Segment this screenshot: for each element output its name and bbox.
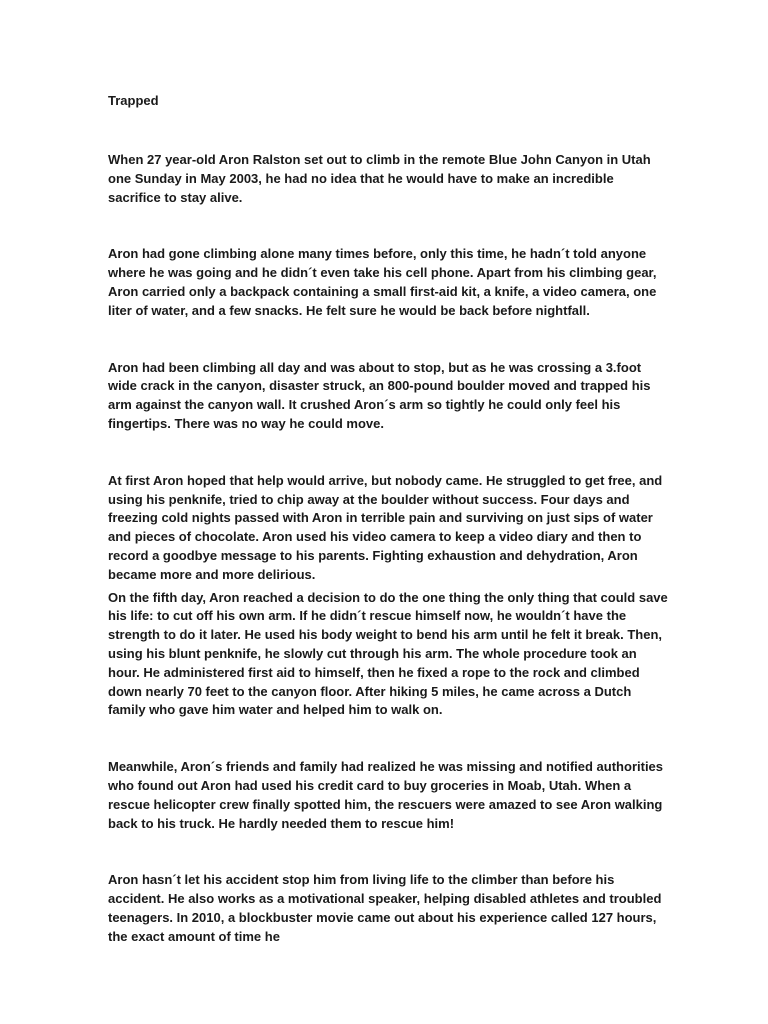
document-title: Trapped: [108, 93, 159, 108]
paragraph-aftermath: Aron hasn´t let his accident stop him from living life to the climber than before his accident. He also works as a motivational speaker, helping disabled athletes and troubled teenagers. In 2010, a blockbuster movie came out about his experience called 127 hours, the exact amount of time he: [108, 872, 662, 944]
paragraph-accident: Aron had been climbing all day and was about to stop, but as he was crossing a 3.foot wide crack in the canyon, disaster struck, an 800-pound boulder moved and trapped his arm against the canyon wall. It crushed Aron´s arm so tightly he could only feel his fingertips. There was no way he could move.: [108, 359, 651, 431]
paragraph-trapped: At first Aron hoped that help would arrive, but nobody came. He struggled to get free, and using his penknife, tried to chip away at the boulder without success. Four days and freezing cold nights passed with Aron in terrible pain and surviving on just sips of water and pieces of chocolate. Aron used his video camera to keep a video diary and then to record a goodbye message to his parents. Fighting exhaustion and dehydration, Aron became more and more delirious.: [108, 472, 663, 582]
paragraph-rescue: Meanwhile, Aron´s friends and family had realized he was missing and notified authorities who found out Aron had used his credit card to buy groceries in Moab, Utah. When a rescue helicopter crew finally spotted him, the rescuers were amazed to see Aron walking back to his truck. He hardly needed them to rescue him!: [108, 759, 664, 831]
paragraph-escape: On the fifth day, Aron reached a decision to do the one thing the only thing that could save his life: to cut off his own arm. If he didn´t rescue himself now, he wouldn´t have the strength to do it later. He used his body weight to bend his arm until he felt it break. Then, using his blunt penknife, he slowly cut through his arm. The whole procedure took an hour. He administered first aid to himself, then he fixed a rope to the rock and climbed down nearly 70 feet to the canyon floor. After hiking 5 miles, he came across a Dutch family who gave him water and helped him to walk on.: [108, 589, 668, 718]
paragraph-preparation: Aron had gone climbing alone many times before, only this time, he hadn´t told anyone where he was going and he didn´t even take his cell phone. Apart from his climbing gear, Aron carried only a backpack containing a small first-aid kit, a knife, a video camera, one liter of water, and a few snacks. He felt sure he would be back before nightfall.: [108, 246, 657, 318]
paragraph-intro: When 27 year-old Aron Ralston set out to climb in the remote Blue John Canyon in Utah one Sunday in May 2003, he had no idea that he would have to make an incredible sacrifice to stay alive.: [108, 152, 651, 205]
document-body: [108, 91, 668, 947]
